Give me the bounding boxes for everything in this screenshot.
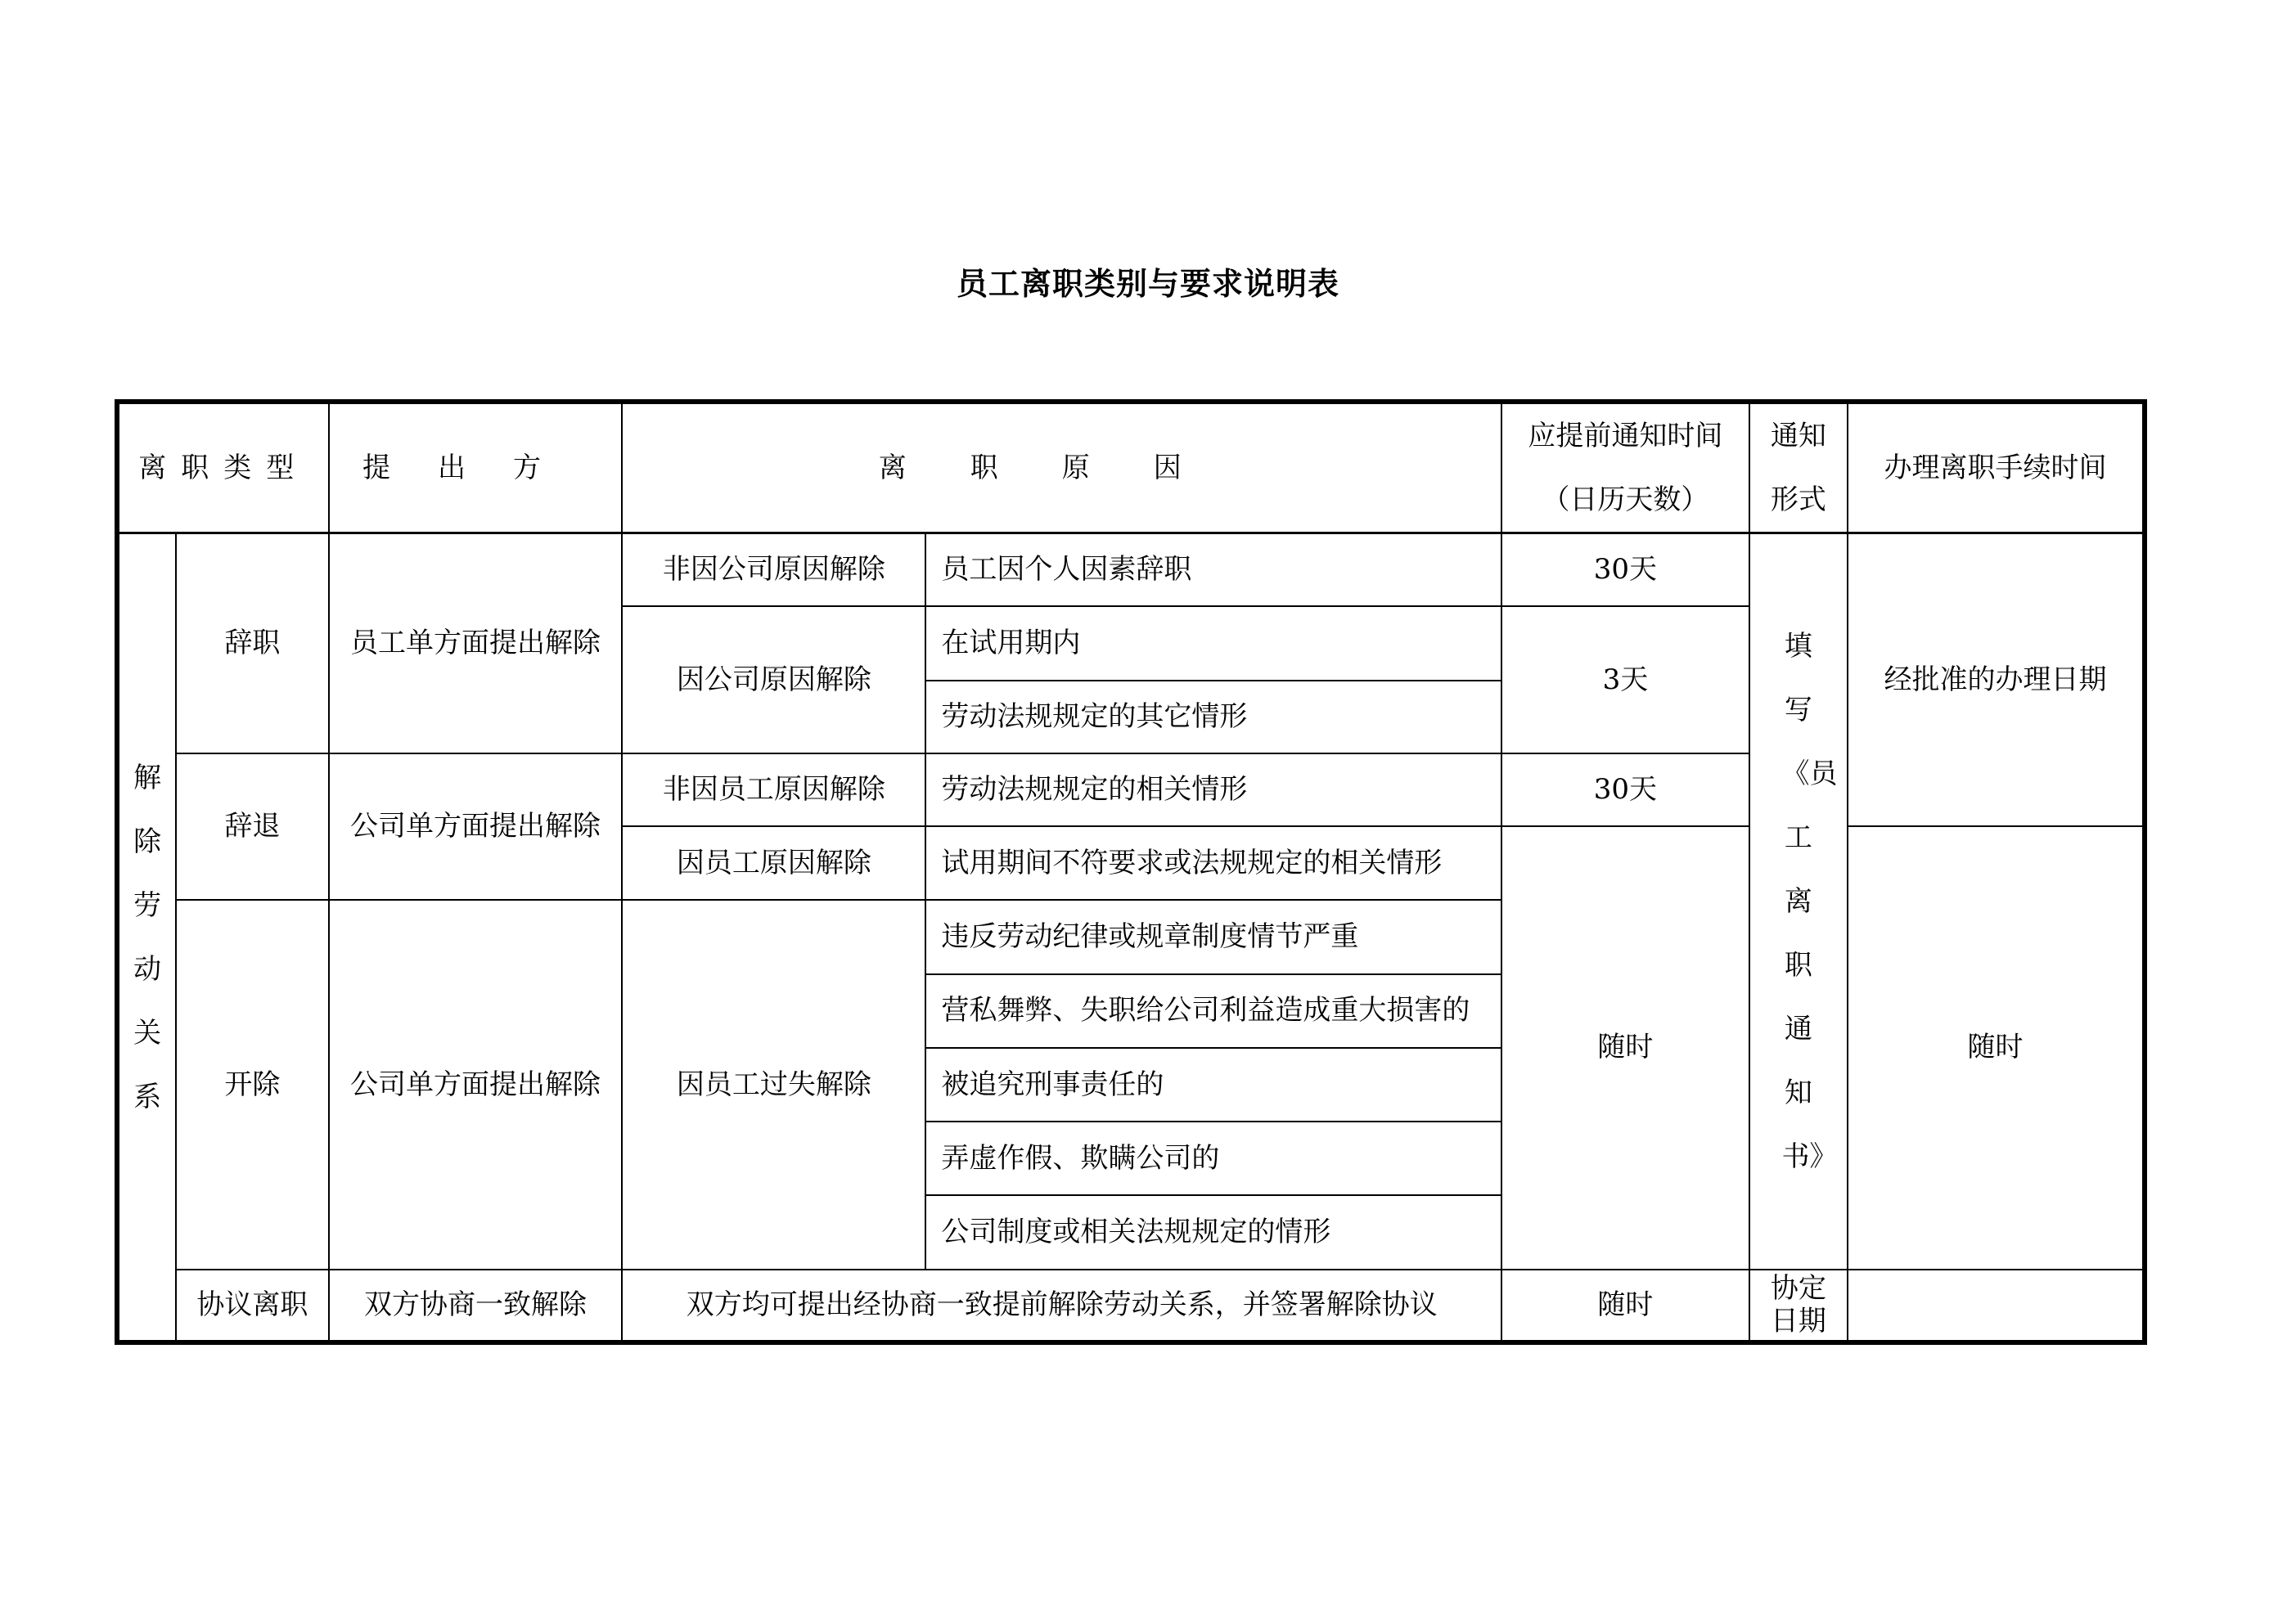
resign-group2-detail2: 劳动法规规定的其它情形: [925, 681, 1501, 753]
resign-group2: 因公司原因解除: [622, 606, 925, 753]
expel-detail: 被追究刑事责任的: [925, 1048, 1501, 1122]
dismiss-group1-detail: 劳动法规规定的相关情形: [925, 753, 1501, 826]
separation-table: [115, 399, 2147, 1345]
header-type: 离职类型: [117, 402, 329, 533]
expel-initiator: 公司单方面提出解除: [329, 900, 623, 1269]
page-title: 员工离职类别与要求说明表: [956, 266, 1339, 302]
expel-detail: 违反劳动纪律或规章制度情节严重: [925, 900, 1501, 973]
expel-type: 开除: [176, 900, 328, 1269]
dismiss-group2: 因员工原因解除: [622, 826, 925, 900]
expel-detail: 公司制度或相关法规规定的情形: [925, 1195, 1501, 1269]
notice-form-label: 填写《员工离职通知书》: [1781, 630, 1838, 1174]
resign-group2-notice: 3天: [1501, 606, 1749, 753]
agreement-procedure: 协定日期: [1749, 1270, 1848, 1342]
category-cell: [117, 533, 176, 1342]
agreement-type: 协议离职: [176, 1270, 328, 1342]
notice-form-cell: [1749, 533, 1848, 1270]
header-row: [117, 402, 2145, 533]
expel-detail: 弄虚作假、欺瞒公司的: [925, 1122, 1501, 1195]
table-row: [117, 1270, 2145, 1342]
dismiss-group1-notice: 30天: [1501, 753, 1749, 826]
resign-procedure: 经批准的办理日期: [1848, 533, 2145, 826]
dismiss-type: 辞退: [176, 753, 328, 901]
header-notice-time: 应提前通知时间 （日历天数）: [1501, 402, 1749, 533]
dismiss-initiator: 公司单方面提出解除: [329, 753, 623, 901]
resign-group1-detail: 员工因个人因素辞职: [925, 533, 1501, 606]
category-label: 解除劳动关系: [133, 761, 162, 1113]
resign-group2-detail1: 在试用期内: [925, 606, 1501, 680]
expel-group: 因员工过失解除: [622, 900, 925, 1269]
header-procedure-time: 办理离职手续时间: [1848, 402, 2145, 533]
agreement-reason: 双方均可提出经协商一致提前解除劳动关系，并签署解除协议: [622, 1270, 1501, 1342]
resign-group1: 非因公司原因解除: [622, 533, 925, 606]
dismiss-group2-detail: 试用期间不符要求或法规规定的相关情形: [925, 826, 1501, 900]
expel-detail: 营私舞弊、失职给公司利益造成重大损害的: [925, 974, 1501, 1048]
dismiss-group1: 非因员工原因解除: [622, 753, 925, 826]
resign-group1-notice: 30天: [1501, 533, 1749, 606]
header-initiator: 提出方: [329, 402, 623, 533]
header-reason: 离职原因: [622, 402, 1501, 533]
anytime-procedure: 随时: [1848, 826, 2145, 1270]
resign-initiator: 员工单方面提出解除: [329, 533, 623, 753]
agreement-notice: 随时: [1501, 1270, 1749, 1342]
header-notice-form: 通知 形式: [1749, 402, 1848, 533]
agreement-initiator: 双方协商一致解除: [329, 1270, 623, 1342]
anytime-notice: 随时: [1501, 826, 1749, 1270]
table-row: [117, 533, 2145, 606]
resign-type: 辞职: [176, 533, 328, 753]
